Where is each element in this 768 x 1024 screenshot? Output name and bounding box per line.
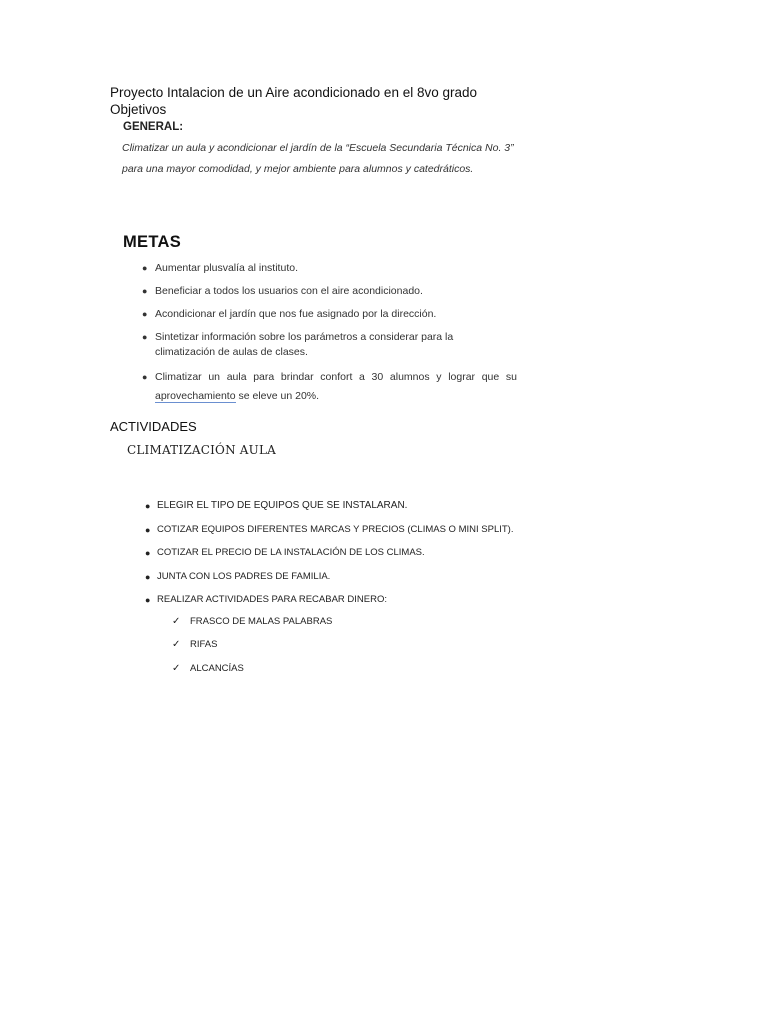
bullet-icon: ● <box>145 524 151 535</box>
recabar-list <box>172 615 332 685</box>
bullet-icon: ● <box>145 548 151 558</box>
bullet-icon: ● <box>142 286 148 296</box>
metas-list <box>142 261 517 414</box>
meta-text-rest: se eleve un 20%. <box>235 390 320 402</box>
list-item <box>172 662 332 676</box>
actividades-heading: ACTIVIDADES <box>110 419 197 434</box>
list-item <box>142 330 455 360</box>
document-title: Proyecto Intalacion de un Aire acondicionado en el 8vo grado <box>110 85 478 100</box>
list-item <box>172 615 332 629</box>
list-item <box>142 368 517 406</box>
checkmark-icon: ✓ <box>172 639 181 651</box>
objectives-heading: Objetivos <box>110 102 167 117</box>
checkmark-icon: ✓ <box>172 662 181 674</box>
meta-text: Beneficiar a todos los usuarios con el aire acondicionado. <box>155 285 423 297</box>
list-item <box>142 284 517 299</box>
list-item <box>142 261 517 276</box>
recabar-text: ALCANCÍAS <box>190 662 244 674</box>
actividad-text: COTIZAR EL PRECIO DE LA INSTALACIÓN DE LOS CLIMAS. <box>157 547 425 558</box>
meta-text-line-1: Climatizar un aula para brindar confort a 30 alumnos y lograr que su <box>155 371 517 383</box>
bullet-icon: ● <box>142 263 148 273</box>
meta-text: Sintetizar información sobre los parámetros a considerar para la climatización de aulas de clases. <box>155 331 454 358</box>
bullet-icon: ● <box>142 332 148 342</box>
metas-heading: METAS <box>123 233 182 251</box>
list-item <box>145 499 525 513</box>
actividades-list <box>145 499 525 617</box>
list-item <box>142 307 517 322</box>
actividad-text: REALIZAR ACTIVIDADES PARA RECABAR DINERO: <box>157 594 387 605</box>
actividad-text: COTIZAR EQUIPOS DIFERENTES MARCAS Y PRECIOS (CLIMAS O MINI SPLIT). <box>157 523 514 535</box>
bullet-icon: ● <box>145 501 151 511</box>
bullet-icon: ● <box>145 571 151 582</box>
climatizacion-heading: CLIMATIZACIÓN AULA <box>127 443 277 457</box>
list-item <box>145 593 525 607</box>
meta-text: Acondicionar el jardín que nos fue asignado por la dirección. <box>155 308 437 320</box>
actividad-text: JUNTA CON LOS PADRES DE FAMILIA. <box>157 570 331 582</box>
bullet-icon: ● <box>142 372 148 382</box>
actividad-text: ELEGIR EL TIPO DE EQUIPOS QUE SE INSTALARAN. <box>157 500 408 511</box>
meta-text: Aumentar plusvalía al instituto. <box>155 262 298 274</box>
list-item <box>145 546 525 560</box>
bullet-icon: ● <box>145 595 151 605</box>
bullet-icon: ● <box>142 309 148 319</box>
recabar-text: RIFAS <box>190 639 218 651</box>
list-item <box>145 570 525 584</box>
general-objective-text: Climatizar un aula y acondicionar el jardín de la “Escuela Secundaria Técnica No. 3” para una mayor comodidad, y mejor ambiente para alumnos y catedráticos. <box>122 142 514 175</box>
meta-text-line-2 <box>155 387 517 406</box>
list-item <box>172 638 332 652</box>
general-heading: GENERAL: <box>123 121 184 133</box>
checkmark-icon: ✓ <box>172 616 181 627</box>
list-item <box>145 523 525 537</box>
underlined-word: aprovechamiento <box>155 390 236 402</box>
recabar-text: FRASCO DE MALAS PALABRAS <box>190 616 333 627</box>
